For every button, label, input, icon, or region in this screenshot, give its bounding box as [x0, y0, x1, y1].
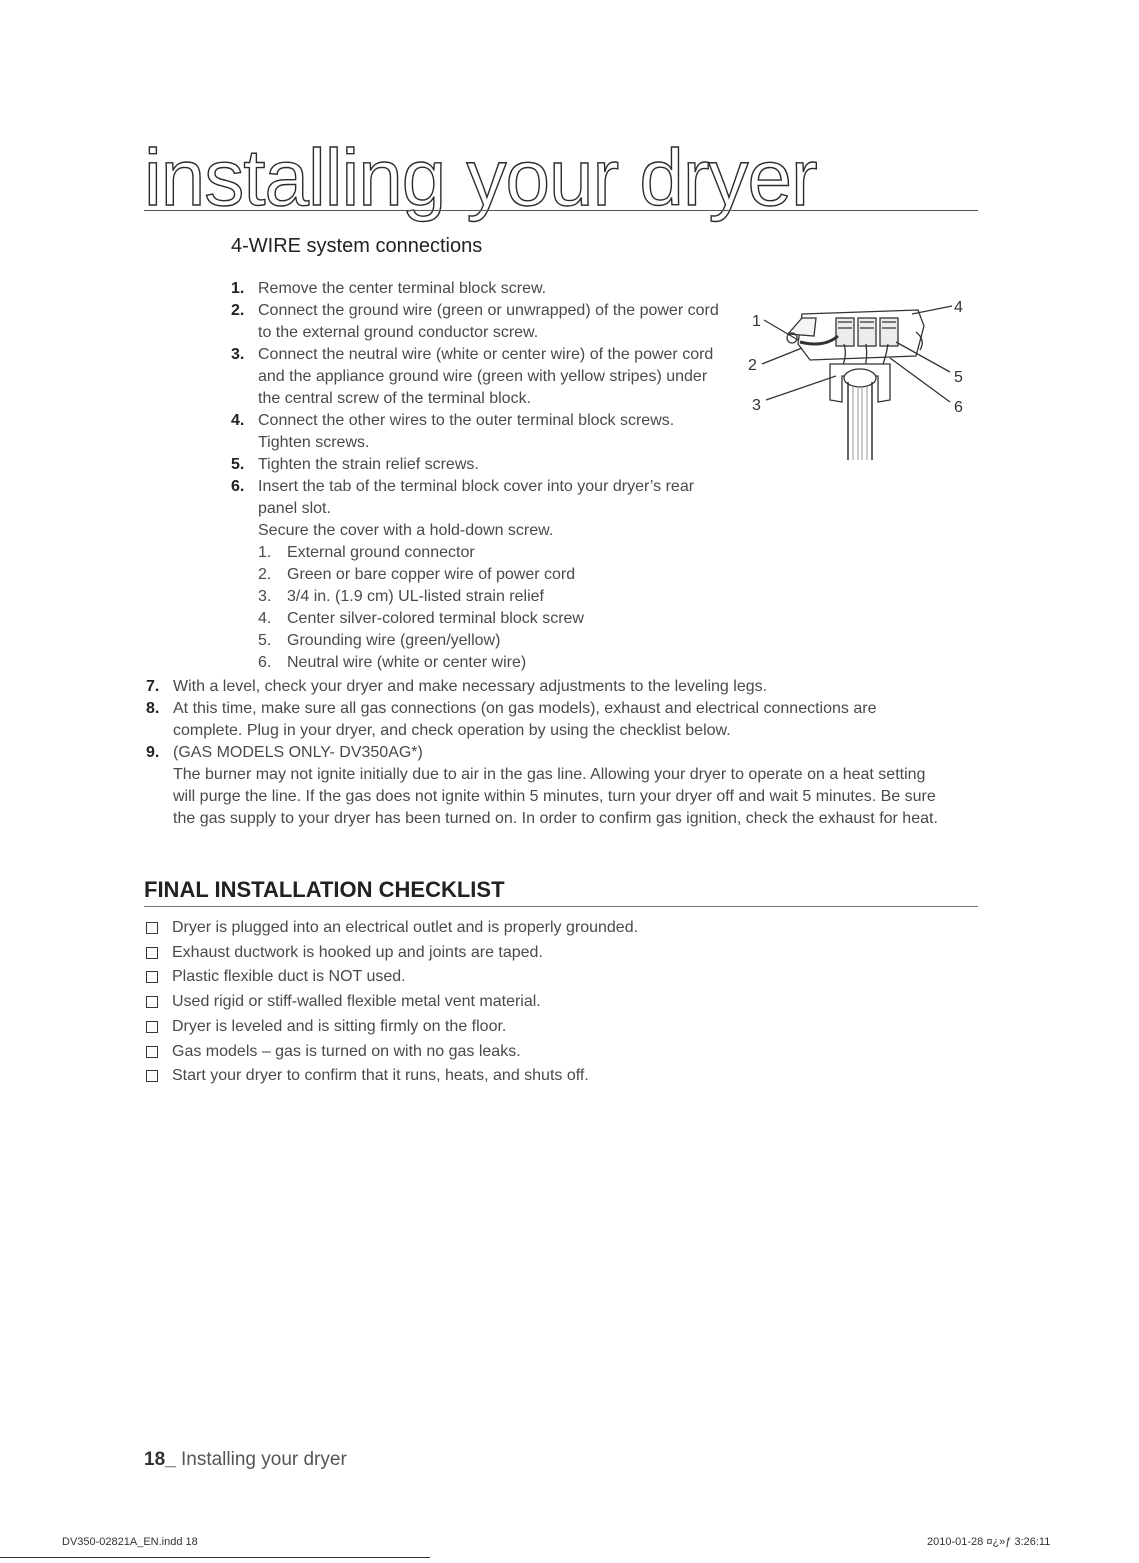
step-number: 7. [146, 678, 160, 695]
step-item [231, 344, 731, 410]
step-number: 2. [231, 302, 245, 319]
legend-text: 3/4 in. (1.9 cm) UL-listed strain relief [287, 588, 544, 605]
step-text: (GAS MODELS ONLY- DV350AG*) [173, 744, 423, 761]
step-item [146, 742, 946, 830]
checklist-text: Used rigid or stiff-walled flexible metal vent material. [172, 993, 541, 1011]
checklist-item [144, 941, 638, 966]
step-text: At this time, make sure all gas connections (on gas models), exhaust and electrical connections are complete. Plug in your dryer, and check operation by using the checklist below. [173, 700, 877, 739]
checkbox-icon [146, 971, 158, 983]
checklist-item [144, 990, 638, 1015]
section-heading: 4-WIRE system connections [231, 235, 483, 257]
step-item [231, 476, 731, 674]
page-number: 18_ [144, 1449, 176, 1470]
legend-text: Green or bare copper wire of power cord [287, 566, 576, 583]
legend-item [258, 652, 731, 674]
step-number: 9. [146, 744, 160, 761]
checkbox-icon [146, 1046, 158, 1058]
checklist-rule [144, 906, 978, 907]
installation-checklist [144, 916, 638, 1089]
step-number: 3. [231, 346, 245, 363]
page-footer-label: Installing your dryer [180, 1449, 347, 1470]
legend-text: External ground connector [287, 544, 475, 561]
step-item [231, 300, 731, 344]
terminal-block-diagram [740, 292, 980, 464]
step-note: The burner may not ignite initially due to air in the gas line. Allowing your dryer to operate on a heat setting will purge the line. If the gas does not ignite within 5 minutes, turn your dryer off and wait 5 minutes. Be sure the gas supply to your dryer has been turned on. In order to confirm gas ignition, check the exhaust for heat. [173, 766, 938, 827]
step-number: 1. [231, 280, 245, 297]
step-text: Remove the center terminal block screw. [258, 280, 547, 297]
step-item [231, 454, 731, 476]
legend-number: 5. [258, 632, 272, 649]
checklist-text: Dryer is plugged into an electrical outlet and is properly grounded. [172, 919, 639, 936]
checklist-text: Gas models – gas is turned on with no gas leaks. [172, 1042, 521, 1060]
step-text: Insert the tab of the terminal block cover into your dryer’s rear panel slot. [258, 478, 695, 517]
step-item [231, 278, 731, 300]
step-text: With a level, check your dryer and make necessary adjustments to the leveling legs. [173, 678, 768, 695]
diagram-legend [258, 542, 731, 674]
diagram-label-1: 1 [752, 313, 761, 330]
checklist-text: Plastic flexible duct is NOT used. [172, 968, 406, 986]
print-file-name: DV350-02821A_EN.indd 18 [62, 1536, 198, 1548]
checklist-heading: FINAL INSTALLATION CHECKLIST [144, 877, 505, 902]
print-timestamp: 2010-01-28 ¤¿»ƒ 3:26:11 [927, 1536, 1051, 1548]
diagram-label-4: 4 [954, 299, 963, 316]
checklist-item [144, 1064, 638, 1089]
step-text: Connect the ground wire (green or unwrapped) of the power cord to the external ground conductor screw. [258, 302, 719, 341]
checkbox-icon [146, 1070, 158, 1082]
step-text: Connect the other wires to the outer terminal block screws. Tighten screws. [258, 412, 675, 451]
bottom-rule [0, 1557, 430, 1558]
step-number: 5. [231, 456, 245, 473]
legend-item [258, 542, 731, 564]
upper-steps-list [231, 278, 731, 674]
checkbox-icon [146, 947, 158, 959]
legend-number: 6. [258, 654, 272, 671]
legend-number: 1. [258, 544, 272, 561]
page-title: installing your dryer [144, 133, 817, 222]
step-item [146, 676, 946, 698]
checklist-text: Start your dryer to confirm that it runs, heats, and shuts off. [172, 1067, 589, 1085]
legend-number: 2. [258, 566, 272, 583]
diagram-label-3: 3 [752, 397, 761, 414]
step-item [231, 410, 731, 454]
step-number: 6. [231, 478, 245, 495]
legend-number: 4. [258, 610, 272, 627]
legend-text: Center silver-colored terminal block screw [287, 610, 584, 627]
diagram-label-6: 6 [954, 399, 963, 416]
checklist-item [144, 965, 638, 990]
diagram-label-2: 2 [748, 357, 757, 374]
legend-item [258, 564, 731, 586]
checklist-text: Dryer is leveled and is sitting firmly on the floor. [172, 1017, 507, 1035]
legend-number: 3. [258, 588, 272, 605]
lower-steps-list [146, 676, 946, 830]
step-number: 4. [231, 412, 245, 429]
legend-text: Grounding wire (green/yellow) [287, 632, 501, 649]
legend-item [258, 630, 731, 652]
checklist-text: Exhaust ductwork is hooked up and joints are taped. [172, 943, 543, 961]
step-text: Connect the neutral wire (white or center wire) of the power cord and the appliance ground wire (green with yellow stripes) under the central screw of the terminal block. [258, 346, 714, 407]
title-rule [144, 210, 978, 211]
step-note: Secure the cover with a hold-down screw. [258, 522, 554, 539]
step-number: 8. [146, 700, 160, 717]
diagram-label-5: 5 [954, 369, 963, 386]
step-text: Tighten the strain relief screws. [258, 456, 479, 473]
legend-item [258, 608, 731, 630]
checklist-item [144, 916, 638, 941]
checkbox-icon [146, 996, 158, 1008]
checklist-item [144, 1015, 638, 1040]
legend-item [258, 586, 731, 608]
checklist-item [144, 1040, 638, 1065]
checkbox-icon [146, 1021, 158, 1033]
step-item [146, 698, 946, 742]
legend-text: Neutral wire (white or center wire) [287, 654, 527, 671]
page-footer [144, 1449, 347, 1471]
checkbox-icon [146, 922, 158, 934]
